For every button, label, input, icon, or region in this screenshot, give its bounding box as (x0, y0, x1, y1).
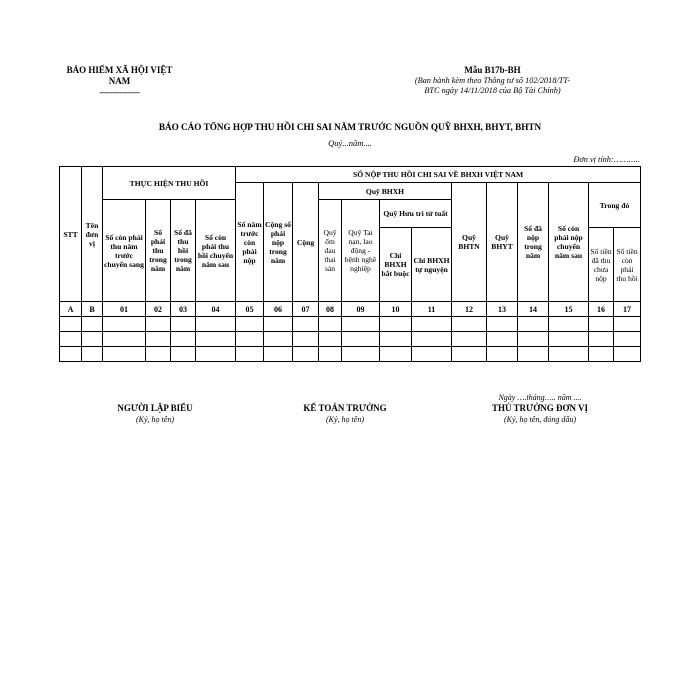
table-cell (614, 332, 641, 347)
header-of-which: Trong đó (589, 183, 641, 228)
preparer-hint: (Ký, họ tên) (136, 415, 174, 424)
table-cell (146, 317, 171, 332)
table-cell (549, 317, 589, 332)
header-col-01: Số còn phải thu năm trước chuyển sang (103, 200, 146, 302)
table-row (60, 332, 641, 347)
table-cell (60, 317, 82, 332)
col-number: 08 (319, 302, 342, 317)
table-cell (171, 317, 196, 332)
header-amount-paid: SỐ NỘP THU HỒI CHI SAI VỀ BHXH VIỆT NAM (236, 167, 641, 183)
header-col-03: Số đã thu hồi trong năm (171, 200, 196, 302)
table-row (60, 347, 641, 362)
col-number: 14 (518, 302, 549, 317)
report-table (59, 166, 641, 362)
org-line-1: BẢO HIỂM XÃ HỘI VIỆT (66, 65, 173, 75)
col-number: 16 (589, 302, 614, 317)
table-cell (412, 317, 452, 332)
preparer-role: NGƯỜI LẬP BIỂU (117, 403, 193, 413)
table-cell (236, 347, 264, 362)
table-cell (293, 332, 319, 347)
table-cell (82, 347, 103, 362)
header-recovery-execution: THỰC HIỆN THU HỒI (103, 167, 236, 200)
table-cell (518, 332, 549, 347)
col-number: 11 (412, 302, 452, 317)
table-cell (103, 347, 146, 362)
table-cell (171, 332, 196, 347)
table-cell (380, 332, 412, 347)
table-cell (614, 347, 641, 362)
report-title: BÁO CÁO TỔNG HỢP THU HỒI CHI SAI NĂM TRƯỚC NGUỒN QUỸ BHXH, BHYT, BHTN (158, 122, 542, 132)
form-code: Mẫu B17b-BH (464, 65, 521, 75)
form-note-1: (Ban hành kèm theo Thông tư số 102/2018/TT- (414, 75, 571, 85)
header-bhxh-fund: Quỹ BHXH (319, 183, 452, 200)
header-col-08: Quỹ ốm đau thai sản (319, 200, 342, 302)
table-cell (236, 332, 264, 347)
header-col-05: Số năm trước còn phải nộp (236, 183, 264, 302)
header-col-11: Chi BHXH tự nguyện (412, 228, 452, 302)
col-number: 03 (171, 302, 196, 317)
table-cell (412, 332, 452, 347)
report-period: Quý...năm.... (328, 138, 372, 148)
table-cell (319, 332, 342, 347)
table-cell (380, 317, 412, 332)
table-cell (264, 332, 293, 347)
table-cell (518, 317, 549, 332)
table-cell (342, 347, 380, 362)
header-col-07: Cộng (293, 183, 319, 302)
preparer-signature (100, 403, 210, 425)
table-cell (103, 317, 146, 332)
table-row (60, 317, 641, 332)
header-col-09: Quỹ Tai nạn, lao động - bệnh nghề nghiệp (342, 200, 380, 302)
table-cell (614, 317, 641, 332)
unit-of-measure: Đơn vị tính:……….. (573, 155, 640, 164)
table-cell (549, 332, 589, 347)
table-cell (103, 332, 146, 347)
table-cell (146, 332, 171, 347)
table-cell (487, 347, 518, 362)
head-signature (470, 392, 610, 425)
col-number: 04 (196, 302, 236, 317)
accountant-role: KẾ TOÁN TRƯỞNG (303, 403, 387, 413)
table-cell (518, 347, 549, 362)
col-number: B (82, 302, 103, 317)
table-cell (380, 347, 412, 362)
table-cell (589, 332, 614, 347)
header-col-13: Quỹ BHYT (487, 183, 518, 302)
header-col-06: Cộng số phải nộp trong năm (264, 183, 293, 302)
org-line-2: NAM (108, 76, 131, 86)
col-number: 12 (452, 302, 487, 317)
header-col-10: Chi BHXH bắt buộc (380, 228, 412, 302)
header-unit-name: Tên đơn vị (82, 167, 103, 302)
data-rows (60, 317, 641, 362)
header-col-16: Số tiền đã thu chưa nộp (589, 228, 614, 302)
table-cell (342, 332, 380, 347)
header-col-15: Số còn phải nộp chuyển năm sau (549, 183, 589, 302)
table-cell (171, 347, 196, 362)
table-cell (589, 317, 614, 332)
head-hint: (Ký, họ tên, đóng dấu) (504, 415, 576, 424)
col-number: 05 (236, 302, 264, 317)
table-cell (487, 317, 518, 332)
table-cell (82, 332, 103, 347)
table-cell (236, 317, 264, 332)
table-cell (412, 347, 452, 362)
col-number: 06 (264, 302, 293, 317)
col-number: 09 (342, 302, 380, 317)
header-col-14: Số đã nộp trong năm (518, 183, 549, 302)
table-cell (60, 332, 82, 347)
table-cell (452, 317, 487, 332)
column-numbering-row (60, 302, 641, 317)
header-col-12: Quỹ BHTN (452, 183, 487, 302)
table-cell (487, 332, 518, 347)
head-role: THỦ TRƯỞNG ĐƠN VỊ (491, 403, 589, 413)
organization-name (52, 65, 187, 98)
form-note-2: BTC ngày 14/11/2018 của Bộ Tài Chính) (424, 86, 561, 95)
org-divider: ---------------- (99, 87, 140, 97)
header-stt: STT (60, 167, 82, 302)
col-number: A (60, 302, 82, 317)
col-number: 17 (614, 302, 641, 317)
col-number: 01 (103, 302, 146, 317)
table-cell (196, 347, 236, 362)
col-number: 02 (146, 302, 171, 317)
table-cell (146, 347, 171, 362)
header-col-02: Số phải thu trong năm (146, 200, 171, 302)
table-cell (589, 347, 614, 362)
table-cell (319, 317, 342, 332)
accountant-signature (285, 403, 405, 425)
table-cell (319, 347, 342, 362)
table-cell (293, 347, 319, 362)
col-number: 07 (293, 302, 319, 317)
col-number: 10 (380, 302, 412, 317)
table-cell (196, 332, 236, 347)
table-cell (293, 317, 319, 332)
form-info (385, 65, 600, 97)
table-cell (82, 317, 103, 332)
col-number: 15 (549, 302, 589, 317)
table-cell (264, 347, 293, 362)
table-cell (196, 317, 236, 332)
signature-date: Ngày ….tháng….. năm .... (498, 393, 582, 402)
table-cell (452, 347, 487, 362)
table-cell (60, 347, 82, 362)
table-cell (452, 332, 487, 347)
table-cell (549, 347, 589, 362)
header-pension-fund: Quỹ Hưu trí tử tuất (380, 200, 452, 228)
table-cell (342, 317, 380, 332)
accountant-hint: (Ký, họ tên) (326, 415, 364, 424)
header-col-17: Số tiền còn phải thu hồi (614, 228, 641, 302)
col-number: 13 (487, 302, 518, 317)
table-cell (264, 317, 293, 332)
header-col-04: Số còn phải thu hồi chuyển năm sau (196, 200, 236, 302)
